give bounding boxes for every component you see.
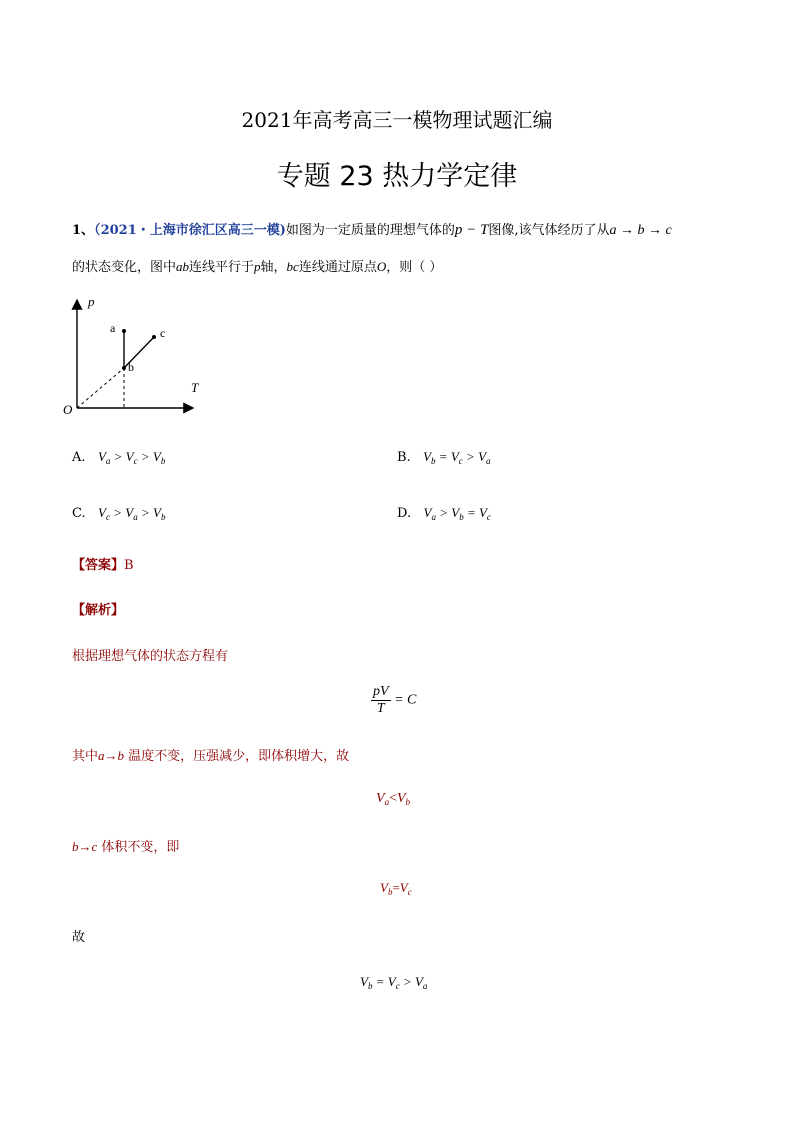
result-1: $V_a<V_b$ — [376, 791, 411, 807]
eq-denominator: T — [376, 701, 385, 716]
topic-title: 专题 23 热力学定律 — [276, 161, 518, 192]
stem-text-5: 轴， — [260, 260, 287, 275]
option-b[interactable]: B. $V_b = V_c > V_a$ — [397, 449, 491, 466]
stem-text-6: 连线通过原点 — [298, 260, 377, 275]
stem-text-1: 如图为一定质量的理想气体的 — [285, 223, 455, 238]
ab-label: ab — [176, 259, 190, 274]
stem-text-4: 连线平行于 — [189, 260, 255, 275]
option-letter: C. — [72, 506, 86, 521]
option-a[interactable]: A. $V_a > V_c > V_b$ — [72, 449, 166, 466]
source-open: （ — [94, 223, 101, 238]
result-2: $V_b=V_c$ — [380, 880, 412, 897]
pT-label: p − T — [454, 222, 489, 238]
y-axis-label: p — [88, 294, 95, 309]
source-close: ) — [279, 223, 286, 238]
collection-title: 2021年高考高三一模物理试题汇编 — [241, 108, 553, 132]
answer-line — [72, 554, 134, 573]
stem-text-3: 的状态变化，图中 — [72, 260, 177, 275]
option-letter: B. — [397, 450, 411, 465]
process-label: a → b → c — [609, 223, 672, 238]
answer-value: B — [124, 558, 134, 573]
point-b-label: b — [128, 360, 134, 374]
point-b-dot — [122, 366, 126, 370]
eq-numerator: pV — [373, 684, 389, 699]
point-c-dot — [152, 335, 156, 339]
final-result: $V_b = V_c > V_a$ — [360, 974, 428, 991]
question-number: 1、 — [72, 223, 95, 238]
bc-process: b→c — [72, 839, 98, 854]
p-axis-label: p — [254, 259, 261, 274]
analysis-intro: 根据理想气体的状态方程有 — [72, 649, 229, 664]
stem-text-2: 图像,该气体经历了从 — [488, 223, 610, 238]
ideal-gas-equation — [371, 684, 416, 717]
point-c-label: c — [160, 326, 166, 340]
bc-label: bc — [286, 259, 299, 274]
origin-to-b-dashed — [77, 368, 124, 408]
point-a-label: a — [110, 321, 116, 335]
origin-label-text: O — [376, 259, 387, 274]
analysis-label: 【解析】 — [72, 603, 125, 618]
option-letter: A. — [72, 450, 86, 465]
eq-rhs: = C — [394, 692, 417, 708]
analysis-bc-line: b→c 体积不变，即 — [72, 839, 180, 855]
option-d[interactable]: D. $V_a > V_b = V_c$ — [397, 505, 491, 522]
stem-text-7: ，则（ ） — [386, 260, 443, 275]
x-axis-label: T — [191, 380, 199, 395]
question-stem-line2 — [72, 256, 442, 275]
answer-label: 【答案】 — [72, 558, 125, 573]
option-letter: D. — [397, 506, 412, 521]
origin-label: O — [63, 402, 73, 417]
option-c[interactable]: C. $V_c > V_a > V_b$ — [72, 505, 166, 522]
question-source: 2021・上海市徐汇区高三一模 — [100, 223, 280, 238]
pT-diagram — [60, 292, 205, 417]
question-stem-line1 — [72, 219, 672, 239]
analysis-ab-line: 其中a→b 温度不变，压强减少，即体积增大，故 — [72, 748, 350, 764]
ab-process: a→b — [98, 748, 125, 763]
analysis-so: 故 — [72, 930, 86, 945]
point-a-dot — [122, 329, 126, 333]
